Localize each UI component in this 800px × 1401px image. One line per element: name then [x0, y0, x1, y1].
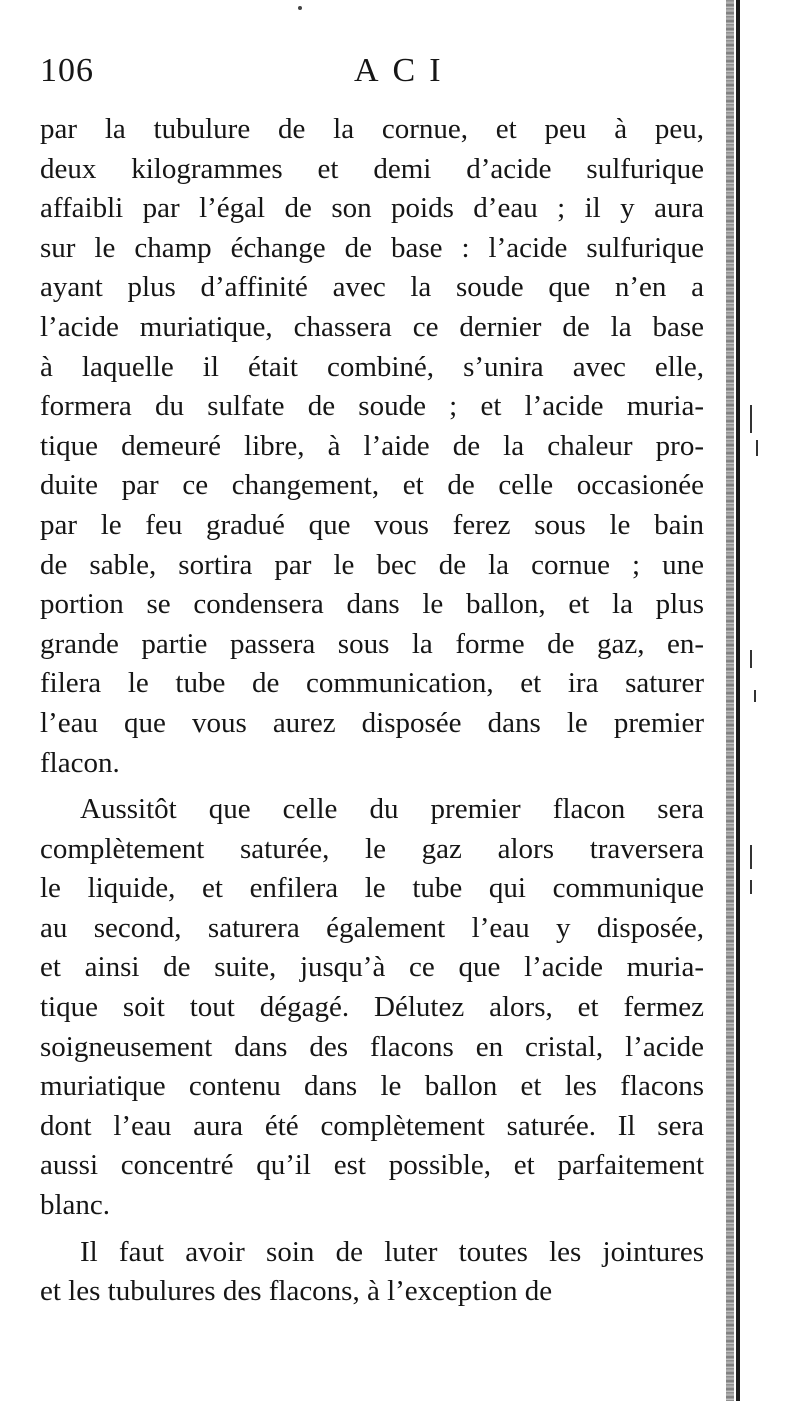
- text-line: par le feu gradué que vous ferez sous le bain: [40, 508, 704, 541]
- text-line: à laquelle il était combiné, s’unira avec elle,: [40, 350, 704, 383]
- text-line: dont l’eau aura été complètement saturée. Il sera: [40, 1109, 704, 1142]
- text-line: Aussitôt que celle du premier flacon sera: [80, 793, 704, 826]
- text-line: portion se condensera dans le ballon, et la plus: [40, 588, 704, 621]
- text-line: sur le champ échange de base : l’acide sulfurique: [40, 231, 704, 264]
- text-line: le liquide, et enfilera le tube qui communique: [40, 872, 704, 905]
- page-header: [40, 52, 700, 100]
- text-line: complètement saturée, le gaz alors traversera: [40, 832, 704, 865]
- text-line: duite par ce changement, et de celle occasionée: [40, 469, 704, 502]
- text-line: ayant plus d’affinité avec la soude que n’en a: [40, 271, 704, 304]
- running-head: ACI: [354, 52, 455, 89]
- body-text: [40, 110, 704, 1312]
- text-line: Il faut avoir soin de luter toutes les jointures: [80, 1235, 704, 1268]
- text-line: soigneusement dans des flacons en cristal, l’acide: [40, 1030, 704, 1063]
- binding-edge: [726, 0, 734, 1401]
- paragraph-gap: [40, 783, 704, 790]
- text-line: et les tubulures des flacons, à l’exception de: [40, 1275, 553, 1308]
- paragraph-p3: [40, 1233, 704, 1312]
- binding-gutter: [726, 0, 800, 1401]
- text-line: l’acide muriatique, chassera ce dernier de la base: [40, 310, 704, 343]
- text-line: aussi concentré qu’il est possible, et parfaitement: [40, 1149, 704, 1182]
- text-line: au second, saturera également l’eau y disposée,: [40, 911, 704, 944]
- paragraph-p1: [40, 110, 704, 783]
- bleed-through-marks: [748, 0, 762, 1401]
- text-line: flacon.: [40, 746, 120, 779]
- text-line: tique soit tout dégagé. Délutez alors, et fermez: [40, 991, 704, 1024]
- text-line: l’eau que vous aurez disposée dans le premier: [40, 706, 704, 739]
- binding-rule: [736, 0, 740, 1401]
- paragraph-gap: [40, 1226, 704, 1233]
- text-line: muriatique contenu dans le ballon et les flacons: [40, 1070, 704, 1103]
- ink-speck: [298, 6, 302, 10]
- page-number: 106: [40, 52, 94, 89]
- text-line: affaibli par l’égal de son poids d’eau ; il y aura: [40, 192, 704, 225]
- text-line: formera du sulfate de soude ; et l’acide muria-: [40, 390, 704, 423]
- text-line: deux kilogrammes et demi d’acide sulfurique: [40, 152, 704, 185]
- text-line: de sable, sortira par le bec de la cornue ; une: [40, 548, 704, 581]
- paragraph-p2: [40, 790, 704, 1226]
- text-line: blanc.: [40, 1189, 111, 1222]
- text-line: filera le tube de communication, et ira saturer: [40, 667, 704, 700]
- text-line: et ainsi de suite, jusqu’à ce que l’acide muria-: [40, 951, 704, 984]
- text-line: grande partie passera sous la forme de gaz, en-: [40, 627, 704, 660]
- text-line: par la tubulure de la cornue, et peu à peu,: [40, 113, 704, 145]
- text-line: tique demeuré libre, à l’aide de la chaleur pro-: [40, 429, 704, 462]
